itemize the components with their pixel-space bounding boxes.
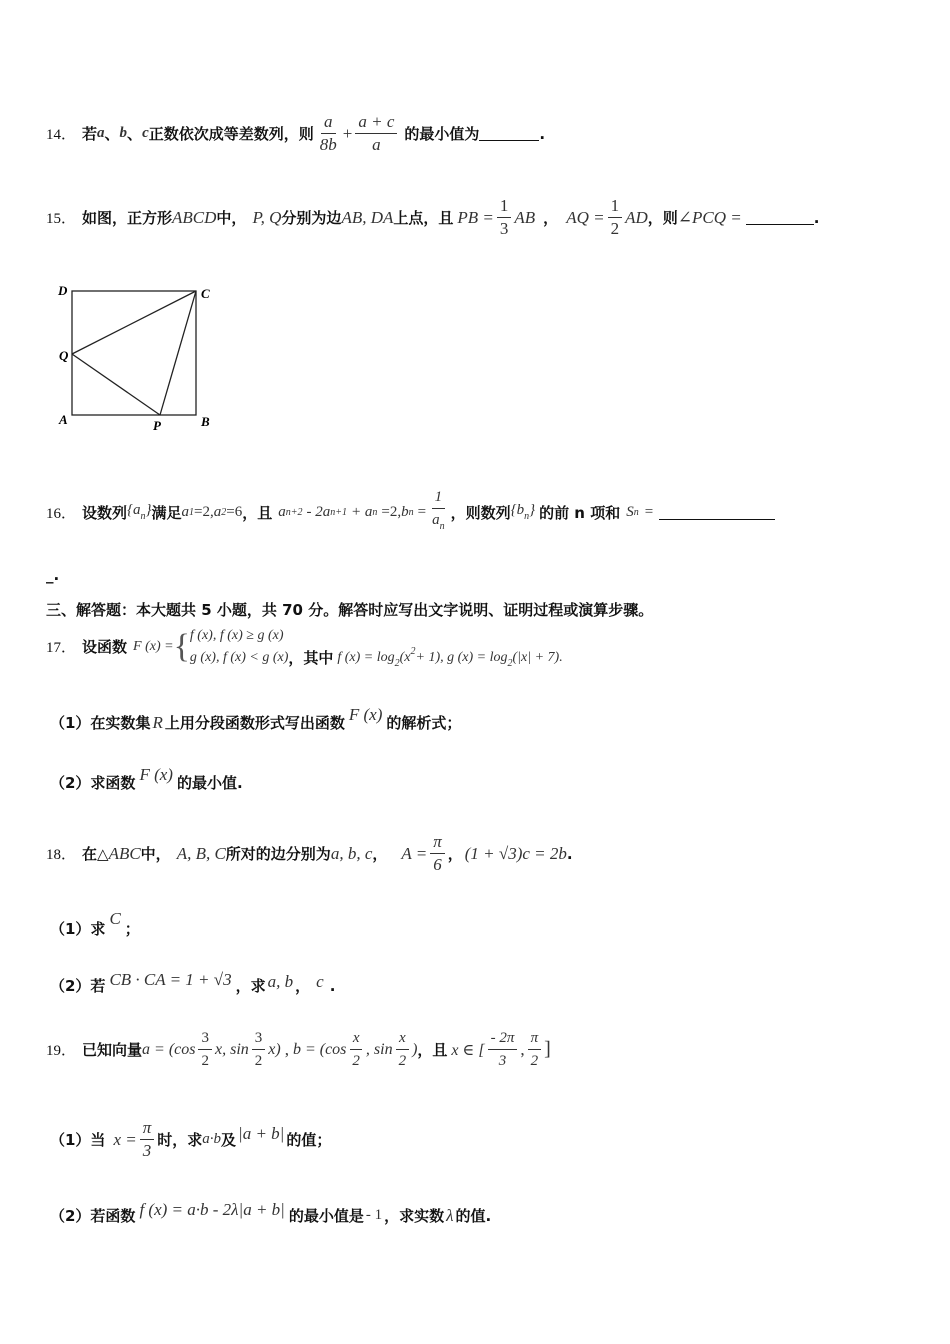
- q16-f-denominator: a: [432, 512, 440, 528]
- q18-number: 18．: [46, 847, 77, 863]
- q19-right-bracket: ]: [544, 1038, 551, 1060]
- q14-text1: 正数依次成等差数列，则: [148, 125, 314, 143]
- q16-text2: 满足: [151, 503, 182, 522]
- q16-f-numerator: 1: [432, 487, 446, 509]
- q19-f3-denominator: 2: [352, 1053, 360, 1069]
- q14-b: b: [119, 125, 128, 141]
- q18-fraction: [430, 832, 445, 875]
- q17-fdef2: (x: [399, 650, 411, 665]
- q17-case1: f (x), f (x) ≥ g (x): [189, 627, 284, 643]
- q16-continuation: _.: [46, 566, 60, 584]
- q19-f3: [349, 1028, 363, 1071]
- q15-text5: ，则: [647, 209, 678, 227]
- q16-fraction: [429, 487, 448, 537]
- q14-sep1: 、: [104, 125, 120, 143]
- q19-p2-mid: 的最小值是: [288, 1207, 364, 1225]
- q16-a1-val: =2,: [194, 503, 214, 520]
- q18-text1: 在△: [82, 845, 109, 863]
- q18-p2-lead: （2）若: [50, 977, 106, 995]
- q19-x-in: x ∈ [: [451, 1041, 485, 1059]
- q17-fdef3: + 1), g (x) = log: [415, 650, 508, 665]
- q19-p2-mid2: ，求实数: [384, 1207, 445, 1225]
- q19-f1-denominator: 2: [201, 1053, 209, 1069]
- q16-seq-a: $\{a_n\}$: [127, 502, 152, 522]
- q14-lead: 若: [82, 125, 98, 143]
- q17-number: 17．: [46, 640, 77, 656]
- q15-f1-denominator: 3: [499, 219, 509, 238]
- q15-angle: ∠PCQ =: [677, 207, 742, 227]
- q16-a2: a: [213, 503, 222, 520]
- q19-f2-numerator: 3: [252, 1028, 266, 1050]
- q15-fraction-2: [608, 196, 623, 239]
- q16-a2-val: =6: [226, 503, 243, 520]
- q14-f1-numerator: a: [321, 112, 336, 134]
- q17-part1: [50, 704, 462, 733]
- q19-vec-a3: x): [268, 1040, 281, 1058]
- q15-end: .: [813, 208, 820, 227]
- section-3-header: 三、解答题：本大题共 5 小题，共 70 分。解答时应写出文字说明、证明过程或演算步骤。: [46, 601, 654, 619]
- q18-p2-mid: ，求: [235, 977, 266, 995]
- q18-angles: A, B, C: [176, 843, 226, 863]
- q16-text5: 的前 n 项和: [539, 503, 621, 522]
- q17-p2-lead: （2）求函数: [50, 774, 136, 792]
- q17-definitions: [337, 646, 562, 669]
- q17-p1-F: F (x): [348, 704, 383, 724]
- q18-f-denominator: 6: [433, 855, 442, 874]
- q14-answer-blank[interactable]: [479, 126, 539, 141]
- q19-p1-f-numerator: π: [140, 1118, 155, 1140]
- q19-f3-numerator: x: [350, 1028, 363, 1050]
- q19-part1: [50, 1118, 331, 1161]
- q19-p1-f-denominator: 3: [142, 1141, 152, 1160]
- q19-f6-numerator: π: [528, 1028, 542, 1050]
- q15: [46, 196, 819, 239]
- q16-rec2-sub: n+1: [330, 506, 347, 518]
- q16-number: 16．: [46, 505, 77, 522]
- q16-rec3-sub: n: [372, 506, 378, 518]
- q18-part2: [50, 969, 336, 996]
- q19-vec-a2: x, sin: [214, 1040, 249, 1058]
- q14-number: 14．: [46, 127, 77, 143]
- q18-part1: [50, 908, 140, 939]
- q18-relation: (1 + √3)c = 2b: [464, 843, 567, 863]
- q16-text4: ，则数列: [450, 503, 511, 522]
- q17-fdef-sup: 2: [410, 646, 416, 657]
- q19-p1-fraction: [140, 1118, 155, 1161]
- q14-a: a: [97, 125, 105, 141]
- q19-f2-denominator: 2: [254, 1053, 263, 1069]
- q19-p2-val: - 1: [365, 1207, 383, 1223]
- q15-text4: 上点，且: [393, 209, 454, 227]
- q19: [46, 1028, 551, 1071]
- q17-cases: [190, 625, 288, 669]
- q16-text3: ，且: [242, 503, 273, 522]
- q16-a2-sub: 2: [221, 506, 227, 518]
- q17-F-def: F (x) =: [133, 638, 174, 654]
- q19-f1: [198, 1028, 212, 1071]
- q14-text2: 的最小值为: [404, 125, 480, 143]
- q16-f-denominator-sub: n: [439, 521, 445, 532]
- q14-plus: +: [342, 123, 353, 143]
- q17-p1-lead: （1）在实数集: [50, 714, 151, 732]
- q18-f-numerator: π: [430, 832, 445, 854]
- q16-an-sub: n: [140, 511, 146, 522]
- q15-aq: AQ =: [566, 207, 605, 227]
- q15-square: ABCD: [172, 207, 217, 227]
- q16-a1-sub: 1: [189, 506, 195, 518]
- q16-rec1: a: [278, 503, 286, 520]
- q17-p1-mid: 上用分段函数形式写出函数: [164, 714, 345, 732]
- q18-A-eq: A =: [401, 843, 428, 863]
- q18-p1-C: C: [109, 908, 121, 928]
- q15-f2-denominator: 2: [610, 219, 620, 238]
- q19-f1-numerator: 3: [198, 1028, 212, 1050]
- q15-pb: PB =: [457, 207, 494, 227]
- q16-rec3: + a: [351, 503, 373, 520]
- q19-p2-f: f (x) = a·b - 2λ|a + b|: [139, 1199, 285, 1219]
- q18-comma2: ，: [447, 845, 463, 863]
- segment-qc: [72, 291, 196, 354]
- q19-f4-numerator: x: [396, 1028, 409, 1050]
- label-q: Q: [59, 348, 69, 363]
- label-d: D: [58, 283, 68, 298]
- q17-p2-F: F (x): [139, 764, 173, 784]
- q17-text1: 设函数: [82, 638, 128, 656]
- q19-p2-end: 的值.: [455, 1207, 492, 1225]
- q17-text2: ，其中: [288, 649, 334, 667]
- q19-f6-denominator: 2: [530, 1053, 539, 1069]
- label-a: A: [59, 412, 68, 427]
- q16-answer-blank[interactable]: [659, 505, 775, 520]
- q16-bn-sub: n: [408, 506, 414, 518]
- q17-brace: {: [173, 627, 190, 665]
- q14-c: c: [142, 125, 149, 141]
- q14: [46, 112, 545, 155]
- q18-p2-expr: CB · CA = 1 + √3: [109, 969, 232, 989]
- q14-sep2: 、: [127, 125, 143, 143]
- q17-fdef-sub: 2: [394, 658, 400, 669]
- q15-sides: AB, DA: [341, 207, 394, 227]
- q14-fraction-1: [317, 112, 340, 155]
- q18-sides: a, b, c: [330, 843, 373, 863]
- q19-p1-lead: （1）当: [50, 1131, 106, 1149]
- q15-pq: P, Q: [252, 207, 282, 227]
- q19-p1-x: x =: [113, 1129, 137, 1149]
- q19-p2-lead: （2）若函数: [50, 1207, 136, 1225]
- q16-a1: a: [181, 503, 190, 520]
- q17-case2: g (x), f (x) < g (x): [189, 649, 289, 665]
- q15-text1: 如图，正方形: [82, 209, 173, 227]
- q18-end: .: [566, 844, 573, 863]
- q19-vec-a: a = (cos: [142, 1040, 196, 1058]
- q19-comma: ,: [284, 1039, 289, 1059]
- q18-p2-c: c: [316, 971, 324, 991]
- q16-bseq: b: [516, 502, 525, 518]
- label-b: B: [201, 414, 210, 429]
- q16-text1: 设数列: [82, 503, 128, 522]
- q19-comma3: ,: [520, 1039, 525, 1059]
- q19-part2: [50, 1199, 492, 1226]
- q19-text2: ，且: [417, 1041, 448, 1059]
- q19-p1-and: 及: [221, 1131, 237, 1149]
- q18: [46, 832, 573, 875]
- q18-text2: 中，: [140, 845, 171, 863]
- q15-ab: AB: [514, 207, 536, 227]
- q17-fdef: f (x) = log: [337, 650, 395, 665]
- q15-answer-blank[interactable]: [746, 210, 814, 225]
- q18-p2-ab: a, b: [267, 971, 294, 991]
- q16-bn: b: [401, 503, 409, 520]
- q19-f6: [528, 1028, 542, 1071]
- q14-fraction-2: [355, 112, 397, 155]
- q15-fraction-1: [497, 196, 512, 239]
- q17-part2: [50, 764, 243, 793]
- q16-sn-sub: n: [633, 506, 639, 518]
- q17-gdef-sub: 2: [507, 658, 513, 669]
- q16-rec1-sub: n+2: [285, 506, 303, 518]
- segment-qp: [72, 354, 160, 415]
- q16-an: a: [133, 502, 141, 518]
- q15-f2-numerator: 1: [608, 196, 623, 218]
- q16-bseq-sub: n: [524, 511, 530, 522]
- q17-p1-R: R: [152, 712, 163, 732]
- q19-vec-b2: , sin: [365, 1040, 393, 1058]
- q15-text3: 分别为边: [281, 209, 342, 227]
- q16: [46, 487, 775, 537]
- label-c: C: [201, 286, 210, 301]
- q19-f2: [252, 1028, 266, 1071]
- q16-seq-b: $\{b_n\}$: [510, 502, 536, 522]
- q18-abc: ABC: [108, 843, 141, 863]
- q15-comma: ，: [543, 209, 559, 227]
- q16-rec4: =2,: [381, 503, 402, 520]
- label-p: P: [153, 418, 161, 433]
- q19-f5-numerator: - 2π: [488, 1028, 518, 1050]
- q19-f5-denominator: 3: [498, 1053, 507, 1069]
- q17-p2-end: 的最小值.: [176, 774, 243, 792]
- q19-p2-lambda: λ: [446, 1205, 454, 1225]
- segment-pc: [160, 291, 196, 415]
- q16-sn-eq: =: [644, 503, 654, 520]
- q19-p1-end: 的值；: [286, 1131, 332, 1149]
- q19-f5: [488, 1028, 518, 1071]
- q14-f1-denominator: 8b: [319, 135, 337, 154]
- q18-p1-end: ；: [124, 920, 140, 938]
- q19-p1-dot: a·b: [202, 1131, 222, 1147]
- q17-gdef2: (|x| + 7).: [512, 650, 563, 665]
- q15-text2: 中，: [216, 209, 247, 227]
- q16-eq: =: [417, 503, 427, 520]
- q15-ad: AD: [625, 207, 648, 227]
- q17: [46, 624, 563, 669]
- q19-vec-b3: ): [412, 1040, 418, 1058]
- square-figure: [40, 278, 230, 438]
- q14-f2-denominator: a: [372, 135, 381, 154]
- q14-end: .: [539, 124, 546, 143]
- q19-text1: 已知向量: [82, 1041, 143, 1059]
- q15-number: 15．: [46, 211, 77, 227]
- q14-f2-numerator: a + c: [355, 112, 397, 134]
- q18-comma: ，: [372, 845, 388, 863]
- q16-sn: S: [626, 503, 634, 520]
- q19-vec-b: b = (cos: [292, 1040, 347, 1058]
- q18-p2-end: .: [329, 976, 336, 995]
- q16-rec2: - 2a: [306, 503, 331, 520]
- q15-f1-numerator: 1: [497, 196, 512, 218]
- q18-text3: 所对的边分别为: [225, 845, 331, 863]
- q19-p1-mid: 时，求: [157, 1131, 203, 1149]
- q19-number: 19．: [46, 1043, 77, 1059]
- q18-p2-comma: ，: [295, 977, 311, 995]
- q19-f4: [396, 1028, 410, 1071]
- q18-p1-lead: （1）求: [50, 920, 106, 938]
- q19-f4-denominator: 2: [398, 1053, 407, 1069]
- q19-p1-abs: |a + b|: [238, 1123, 285, 1143]
- q17-p1-end: 的解析式；: [386, 714, 462, 732]
